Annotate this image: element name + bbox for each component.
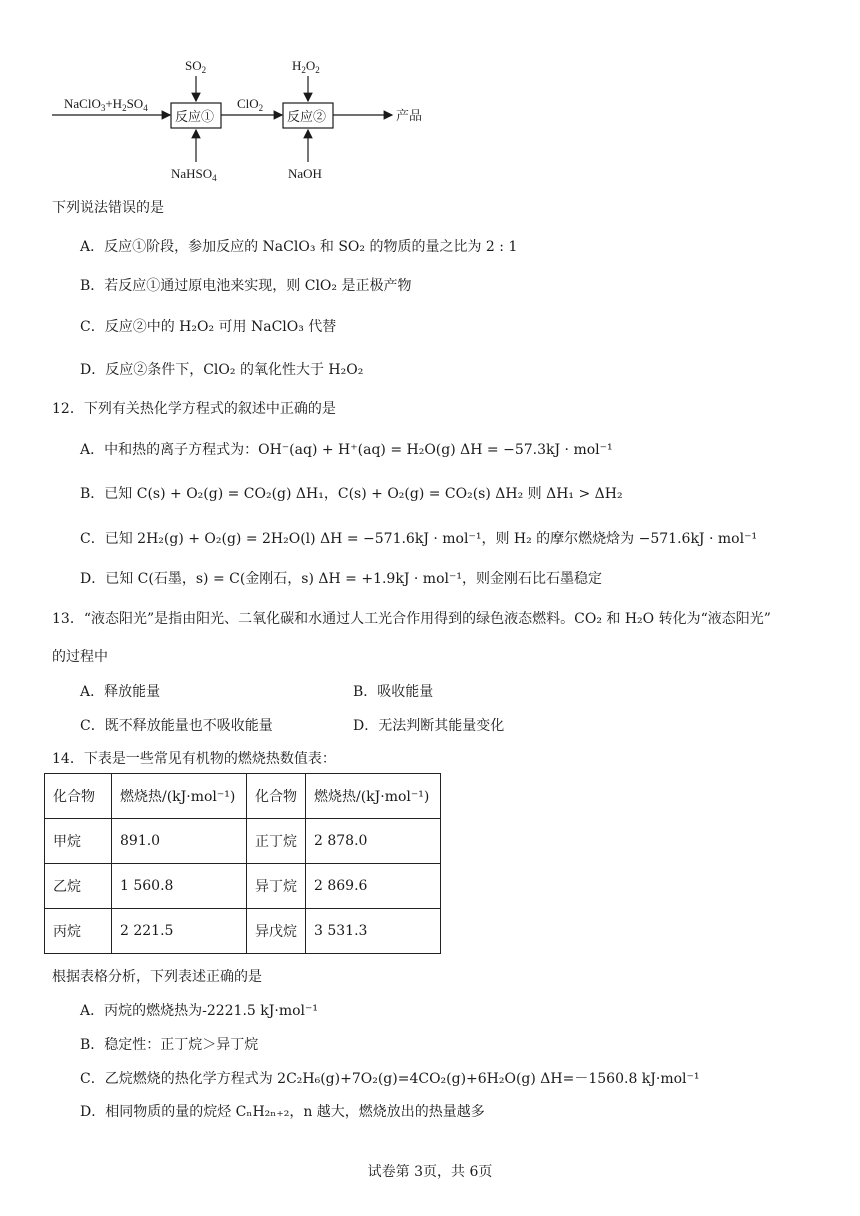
table-header-cell: 化合物 bbox=[247, 774, 306, 819]
q11-option-a: A．反应①阶段，参加反应的 NaClO₃ 和 SO₂ 的物质的量之比为 2 : 1 bbox=[80, 239, 518, 255]
table-cell: 乙烷 bbox=[45, 864, 112, 909]
table-header-cell: 燃烧热/(kJ·mol⁻¹) bbox=[112, 774, 247, 819]
table-cell: 正丁烷 bbox=[247, 819, 306, 864]
q12-option-d: D．已知 C(石墨，s) = C(金刚石，s) ΔH = +1.9kJ · mol⁻¹，则金刚石比石墨稳定 bbox=[80, 571, 602, 587]
h2o2-label: $H_2O_2$ bbox=[292, 58, 320, 75]
q11-stem: 下列说法错误的是 bbox=[52, 200, 164, 216]
q11-option-b: B．若反应①通过原电池来实现，则 ClO₂ 是正极产物 bbox=[80, 278, 412, 294]
table-cell: 2 221.5 bbox=[112, 909, 247, 954]
table-header-cell: 化合物 bbox=[45, 774, 112, 819]
reaction2-label: 反应② bbox=[287, 109, 327, 124]
table-row bbox=[45, 909, 441, 954]
combustion-heat-table bbox=[44, 773, 441, 954]
table-cell: 1 560.8 bbox=[112, 864, 247, 909]
product-label: 产品 bbox=[396, 108, 423, 123]
q14-option-b: B．稳定性：正丁烷＞异丁烷 bbox=[80, 1037, 259, 1053]
table-cell: 异戊烷 bbox=[247, 909, 306, 954]
table-cell: 891.0 bbox=[112, 819, 247, 864]
table-cell: 异丁烷 bbox=[247, 864, 306, 909]
q13-stem-line2: 的过程中 bbox=[52, 649, 108, 665]
q12-option-a: A．中和热的离子方程式为：OH⁻(aq) + H⁺(aq) = H₂O(g) ΔH = −57.3kJ · mol⁻¹ bbox=[80, 442, 613, 458]
q13-option-c: C．既不释放能量也不吸收能量 bbox=[80, 718, 273, 734]
table-cell: 丙烷 bbox=[45, 909, 112, 954]
table-cell: 2 878.0 bbox=[306, 819, 441, 864]
q14-option-c: C．乙烷燃烧的热化学方程式为 2C₂H₆(g)+7O₂(g)=4CO₂(g)+6H₂O(g) ΔH=－1560.8 kJ·mol⁻¹ bbox=[80, 1071, 700, 1087]
page-footer: 试卷第 3页，共 6页 bbox=[367, 1164, 493, 1180]
q12-option-c: C．已知 2H₂(g) + O₂(g) = 2H₂O(l) ΔH = −571.6kJ · mol⁻¹，则 H₂ 的摩尔燃烧焓为 −571.6kJ · mol⁻¹ bbox=[80, 531, 758, 547]
flow-input-label: $NaClO_3+H_2SO_4$ bbox=[64, 96, 148, 113]
so2-label: $SO_2$ bbox=[185, 58, 207, 75]
table-cell: 2 869.6 bbox=[306, 864, 441, 909]
reaction1-label: 反应① bbox=[175, 109, 215, 124]
q13-option-a: A．释放能量 bbox=[80, 684, 161, 700]
q14-option-d: D．相同物质的量的烷烃 CₙH₂ₙ₊₂，n 越大，燃烧放出的热量越多 bbox=[80, 1104, 485, 1120]
clo2-label: ClO$_2$ bbox=[237, 96, 264, 113]
table-cell: 甲烷 bbox=[45, 819, 112, 864]
q13-stem-line1: 13．“液态阳光”是指由阳光、二氧化碳和水通过人工光合作用得到的绿色液态燃料。CO₂ 和 H₂O 转化为“液态阳光” bbox=[52, 611, 771, 627]
table-cell: 3 531.3 bbox=[306, 909, 441, 954]
table-row bbox=[45, 864, 441, 909]
q12-stem: 12．下列有关热化学方程式的叙述中正确的是 bbox=[52, 401, 336, 417]
table-header-cell: 燃烧热/(kJ·mol⁻¹) bbox=[306, 774, 441, 819]
q14-after-table: 根据表格分析，下列表述正确的是 bbox=[52, 969, 262, 985]
nahso4-label: NaHSO$_4$ bbox=[171, 166, 217, 183]
table-row bbox=[45, 819, 441, 864]
q14-option-a: A．丙烷的燃烧热为-2221.5 kJ·mol⁻¹ bbox=[80, 1003, 319, 1019]
q14-stem: 14．下表是一些常见有机物的燃烧热数值表： bbox=[52, 751, 336, 767]
q13-option-b: B．吸收能量 bbox=[353, 684, 434, 700]
reaction-flow-diagram bbox=[0, 0, 860, 190]
q12-option-b: B．已知 C(s) + O₂(g) = CO₂(g) ΔH₁，C(s) + O₂(g) = CO₂(s) ΔH₂ 则 ΔH₁ > ΔH₂ bbox=[80, 486, 623, 502]
q11-option-d: D．反应②条件下，ClO₂ 的氧化性大于 H₂O₂ bbox=[80, 362, 364, 378]
table-header-row bbox=[45, 774, 441, 819]
q11-option-c: C．反应②中的 H₂O₂ 可用 NaClO₃ 代替 bbox=[80, 319, 337, 335]
q13-option-d: D．无法判断其能量变化 bbox=[353, 718, 505, 734]
naoh-label: NaOH bbox=[288, 166, 322, 181]
